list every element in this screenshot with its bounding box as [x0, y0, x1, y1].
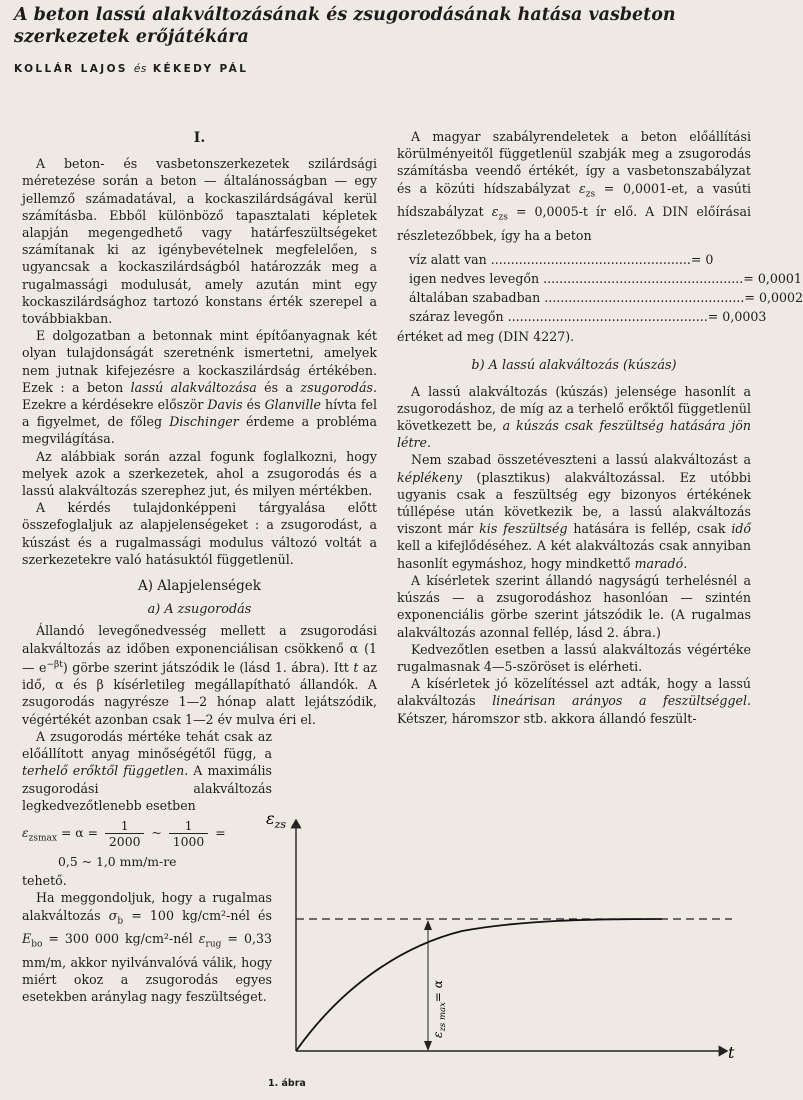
text-run: . Kétszer, háromszor stb. akkora állandó feszült-: [397, 693, 751, 726]
text-run: Nem szabad összetéveszteni a lassú alakváltozást a: [411, 452, 751, 468]
emphasis: kis feszültség: [479, 521, 568, 537]
fraction-numerator: 1: [105, 818, 145, 834]
variable: t: [353, 660, 359, 676]
din-row-label-wrap: [409, 288, 744, 307]
text-run: az idő, α és β kísérletileg megállapítható állandók. A zsugorodás nagyrésze 1—2 hónap alatt lejátszódik, végértékét azonban csak 1—2 év mulva éri el.: [22, 660, 377, 727]
fraction-denominator: 1000: [172, 833, 205, 849]
text-run: . A maximális zsugorodási alakváltozás legkedvezőtlenebb esetben: [22, 763, 273, 813]
text-run: = 0,0001-et, a vasúti hídszabályzat: [397, 180, 751, 220]
text-run: Állandó levegőnedvesség mellett a zsugorodási alakváltozás az időben exponenciálisan csökkenő: [22, 623, 377, 656]
din-row: [409, 307, 767, 326]
din-row-value: = 0,0001: [743, 271, 802, 287]
text-run: A kísérletek jó közelítéssel azt adták, hogy a lassú alakváltozás: [397, 676, 751, 709]
leader-dots: ..................................................: [503, 309, 708, 325]
curve-max-label: $\varepsilon_{zs max}= \alpha$: [431, 980, 448, 1038]
formula-symbol: ε: [198, 931, 206, 947]
emphasis: zsugorodás: [300, 379, 373, 395]
paragraph: [397, 128, 751, 244]
emphasis: lineárisan arányos a feszültséggel: [492, 693, 747, 709]
paragraph: [22, 327, 377, 447]
paragraph: A kérdés tulajdonképpeni tárgyalása előtt összefoglaljuk az alapjelenségeket : a zsugorodást, a kúszást és a rugalmassági modulus változó voltát a szerkezetekre való hatásuktól függetlenül.: [22, 500, 377, 567]
figure-caption: 1. ábra: [268, 1078, 306, 1089]
text-run: (plasztikus) alakváltozással. Ez utóbbi ugyanis csak a feszültség egy bizonyos értékének túllépése után következik be, a lassú alakváltozás viszont már: [397, 469, 751, 537]
paragraph: A beton- és vasbetonszerkezetek szilárdsági méretezése során a beton — általánosságban — egy jellemző számadatával, a kockaszilárdságával kerül számításba. Ebből különböző tapasztalati képletek alapján megengedhető vagy határfeszültségeket számítanak ki az igénybevételnek megfelelően, s ugyancsak a kockaszilárdságból határozzák meg a rugalmassági modulusát, amely azután mint egy kockaszilárdsághoz tartozó konstans érték szerepel a továbbiakban.: [22, 156, 377, 327]
text-run: A zsugorodás mértéke tehát csak az előállított anyag minőségétől függ, a: [22, 728, 272, 762]
paragraph: tehető.: [22, 873, 67, 889]
fraction-denominator: 2000: [108, 833, 141, 849]
paragraph: [22, 889, 272, 1005]
text-run: = 300 000 kg/cm²-nél: [42, 931, 199, 947]
din-row-label-wrap: [409, 250, 691, 269]
paragraph: Kedvezőtlen esetben a lassú alakváltozás végértéke rugalmasnak 4—5-szöröset is elérheti.: [397, 641, 751, 674]
din-row-value: = 0,0002: [744, 290, 803, 306]
formula-text: = α =: [60, 824, 98, 840]
text-run: kell a kifejlődéséhez. A két alakváltozás csak annyiban hasonlít egymáshoz, hogy mindkettő: [397, 538, 751, 571]
din-value-table: [409, 250, 803, 326]
formula-subscript: b: [117, 916, 124, 927]
text-run: = 0,33 mm/m, akkor nyilvánvalóvá válik, hogy miért okoz a zsugorodás egyes esetekben aránylag nagy feszültséget.: [22, 931, 272, 1005]
paragraph: értéket ad meg (DIN 4227).: [397, 329, 575, 345]
article-title: A beton lassú alakváltozásának és zsugorodásának hatása vasbeton szerkezetek erőjátékára: [14, 5, 676, 47]
paragraph: Az alábbiak során azzal fogunk foglalkozni, hogy melyek azok a szerkezetek, ahol a zsugorodás és a lassú alakváltozás szerephez jut, és milyen mértékben.: [22, 448, 377, 499]
formula-subscript: bo: [31, 939, 43, 950]
dimension-arrow-bottom: [424, 1041, 432, 1051]
emphasis: lassú alakváltozása: [130, 379, 257, 395]
authors-and: és: [133, 63, 147, 75]
din-row-label: száraz levegőn: [409, 309, 504, 325]
paragraph: [22, 622, 377, 727]
paragraph: [397, 451, 751, 571]
text-run: A magyar szabályrendeletek a beton előállítási körülményeitől függetlenül szabják meg a zsugorodás számításba veendő értékét, így a vasbetonszabályzat és a közúti hídszabályzat: [397, 129, 751, 196]
emphasis: idő: [731, 521, 751, 537]
text-run: = 100 kg/cm²-nél és: [123, 907, 272, 923]
formula-symbol: σ: [108, 907, 118, 923]
paragraph: [22, 728, 272, 814]
leader-dots: ..................................................: [540, 290, 745, 306]
author-ref: Glanville: [264, 397, 321, 413]
text-run: = 0,0005-t ír elő. A DIN előírásai részletezőbbek, így ha a beton: [397, 204, 751, 244]
text-run: és: [242, 397, 265, 413]
din-row-value: = 0,0003: [707, 309, 767, 325]
text-run: E dolgozatban a betonnak mint építőanyagnak két olyan tulajdonságát szeretnénk ismertetni, amelyek nem jutnak kifejezésre a kockaszilárdság értékében. Ezek : a beton: [22, 328, 377, 395]
section-heading: A) Alapjelenségek: [138, 578, 261, 595]
fraction: [169, 818, 209, 849]
din-row: [409, 288, 803, 307]
formula-exponent: −βt: [46, 659, 63, 670]
text-run: . Ezekre a kérdésekre először: [22, 379, 377, 413]
author-1: KOLLÁR LAJOS: [14, 63, 128, 75]
text-run: hívta fel a figyelmet, de főleg: [22, 397, 377, 430]
din-row-label: víz alatt van: [409, 252, 487, 268]
leader-dots: ..................................................: [539, 271, 744, 287]
formula-subscript: zs: [585, 189, 596, 200]
subsection-heading-text: b) A lassú alakváltozás (kúszás): [471, 358, 677, 374]
text-run: .: [683, 555, 688, 571]
figure-1-shrinkage-curve: [262, 806, 758, 1096]
formula-subscript: rug: [205, 939, 222, 950]
din-row-label-wrap: [409, 269, 743, 288]
formula-symbol: ε: [578, 180, 586, 196]
formula: α (1 — e: [22, 640, 378, 676]
subsection-heading-text: a) A zsugorodás: [147, 602, 252, 618]
section-number: I.: [193, 130, 206, 146]
subsection-heading: [22, 601, 377, 618]
din-row-label: igen nedves levegőn: [409, 271, 540, 287]
formula-text: ~: [151, 824, 162, 840]
text-run: érdeme a probléma megvilágítása.: [22, 414, 378, 447]
din-row-label-wrap: [409, 307, 708, 326]
y-axis-label: $\varepsilon_{zs}$: [266, 809, 287, 831]
din-row-value: = 0: [690, 252, 714, 268]
formula-subscript: zs: [498, 212, 508, 223]
x-axis-label: t: [728, 1043, 735, 1062]
author-ref: Dischinger: [169, 414, 239, 430]
formula-subscript: zsmax: [28, 833, 57, 844]
text-run: A lassú alakváltozás (kúszás) jelensége hasonlít a zsugorodáshoz, de míg az a terhelő erőktől függetlenül következett be,: [397, 383, 751, 434]
paragraph: A kísérletek szerint állandó nagyságú terhelésnél a kúszás — a zsugorodáshoz hasonlóan — szintén exponenciális görbe szerint játszódik le. (A rugalmas alakváltozás azonnal fellép, lásd 2. ábra.): [397, 572, 751, 640]
author-ref: Davis: [207, 397, 243, 413]
formula-symbol: E: [22, 931, 32, 947]
formula-text: =: [215, 824, 226, 840]
paragraph: [397, 383, 751, 452]
shrinkage-curve: [296, 919, 662, 1051]
fraction-numerator: 1: [169, 818, 209, 834]
author-2: KÉKEDY PÁL: [152, 63, 249, 75]
text-run: és a: [256, 379, 301, 395]
emphasis: a kúszás csak feszültség hatására jön létre.: [397, 418, 751, 451]
formula-symbol: ε: [22, 824, 29, 840]
din-row: [409, 269, 802, 288]
dimension-arrow-top: [424, 920, 432, 930]
din-row: [409, 250, 729, 269]
paragraph: [397, 675, 751, 727]
emphasis: képlékeny: [397, 469, 462, 485]
range-formula: 0,5 ~ 1,0 mm/m-re: [58, 853, 177, 869]
authors-line: [14, 63, 248, 75]
emphasis: maradó: [634, 555, 684, 571]
text-run: Ha meggondoljuk, hogy a rugalmas alakváltozás: [22, 890, 272, 923]
leader-dots: ..................................................: [486, 252, 691, 268]
right-column: [397, 128, 803, 727]
text-run: hatására is fellép, csak: [567, 521, 732, 537]
din-row-label: általában szabadban: [409, 290, 541, 306]
emphasis: terhelő erőktől független: [22, 763, 185, 779]
text-run: ) görbe szerint játszódik le (lásd 1. ábra). Itt: [62, 660, 354, 676]
fraction: [105, 818, 145, 849]
subsection-heading: [397, 357, 751, 374]
formula-symbol: ε: [491, 204, 499, 220]
